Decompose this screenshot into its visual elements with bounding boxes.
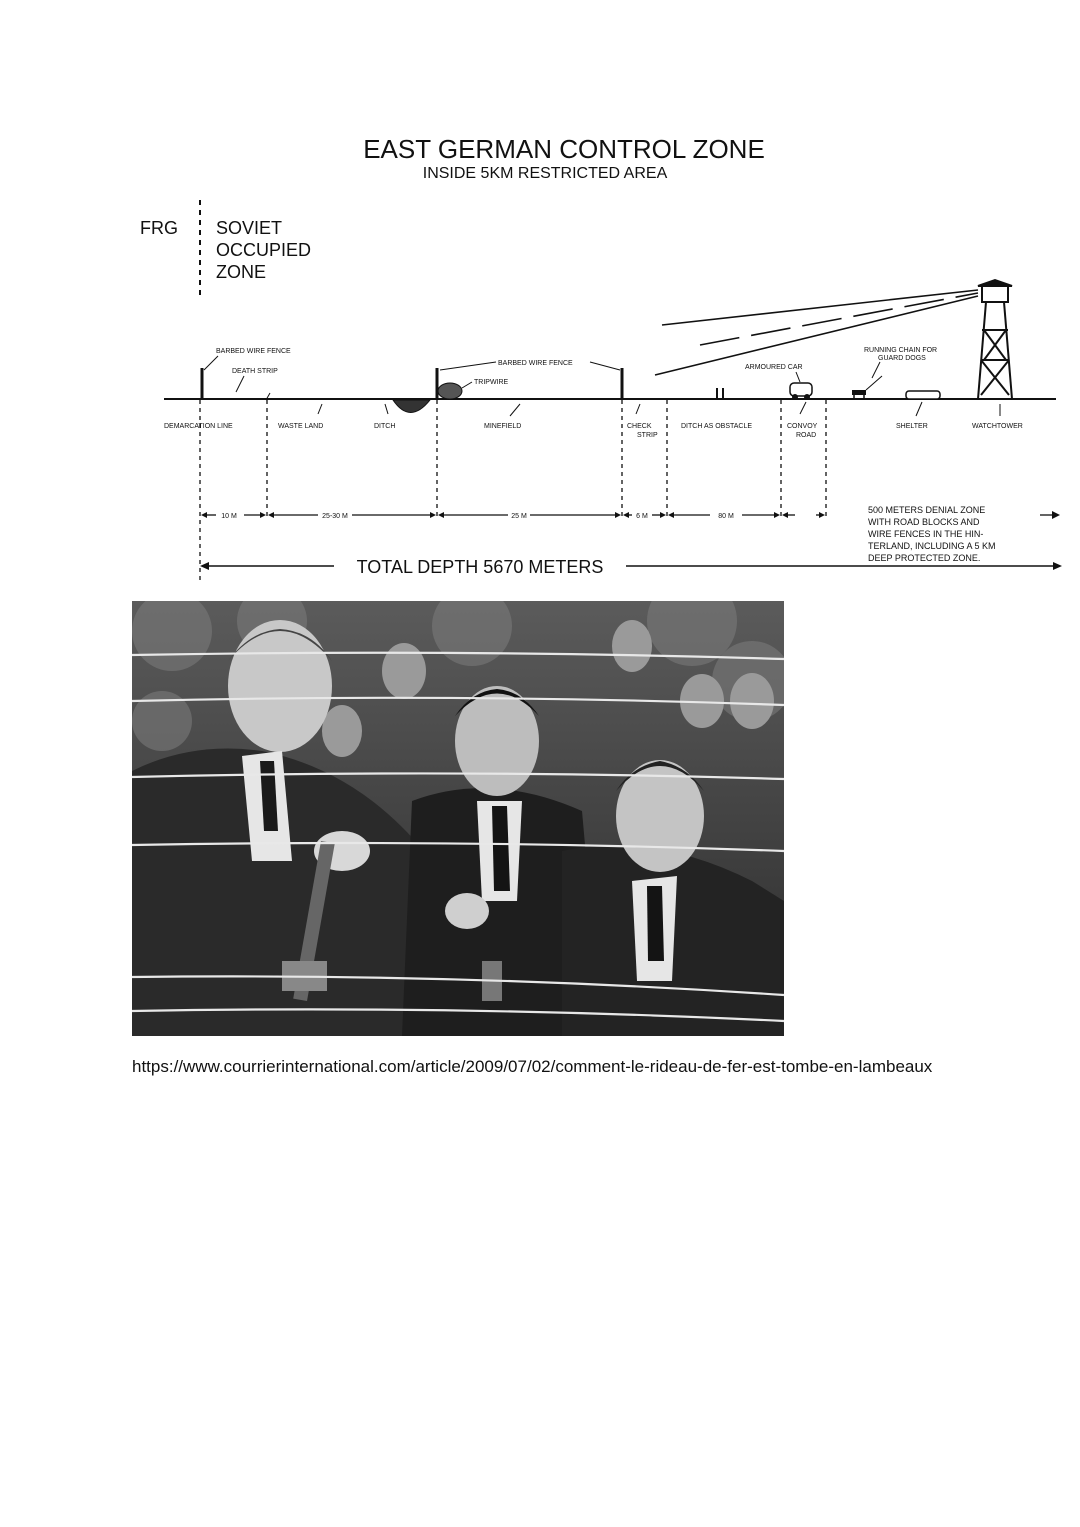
shelter-icon [906,391,940,399]
label-demarcation-line: DEMARCATION LINE [164,423,233,430]
diagram-subtitle: INSIDE 5KM RESTRICTED AREA [422,165,668,182]
label-minefield: MINEFIELD [484,423,522,430]
label-ditch-obstacle: DITCH AS OBSTACLE [681,423,753,430]
distance-2: 25-30 M [322,513,348,520]
label-running-chain-1: RUNNING CHAIN FOR [864,347,938,354]
denial-zone-2: WITH ROAD BLOCKS AND [868,517,980,527]
label-ditch: DITCH [374,423,396,430]
photo-illustration [132,601,784,1036]
denial-zone-4: TERLAND, INCLUDING A 5 KM [868,541,996,551]
label-check-strip-1: CHECK [627,423,652,430]
armoured-car-icon [790,383,812,400]
source-link[interactable]: https://www.courrierinternational.com/article/2009/07/02/comment-le-rideau-de-fer-est-tombe-en-lambeaux [132,1057,933,1076]
total-depth-arrow-right [1053,562,1062,570]
denial-zone-5: DEEP PROTECTED ZONE. [868,553,981,563]
denial-zone-3: WIRE FENCES IN THE HIN- [868,529,984,539]
label-shelter: SHELTER [896,423,928,430]
frg-label: FRG [140,218,178,238]
label-tripwire: TRIPWIRE [474,379,509,386]
label-waste-land: WASTE LAND [278,423,324,430]
searchlight-beams [655,290,978,375]
fence-cutting-photo [132,601,784,1036]
label-death-strip: DEATH STRIP [232,368,278,375]
soviet-label-3: ZONE [216,262,267,282]
label-check-strip-2: STRIP [637,432,658,439]
obstacle-ditch [717,388,723,399]
label-barbed-wire-fence-2: BARBED WIRE FENCE [498,360,573,367]
control-zone-diagram [0,0,1080,600]
guard-dog-icon [852,376,882,399]
soviet-label-1: SOVIET [216,218,283,238]
label-watchtower: WATCHTOWER [972,423,1023,430]
distance-5: 80 M [718,513,734,520]
distance-1: 10 M [221,513,237,520]
denial-zone-1: 500 METERS DENIAL ZONE [868,505,986,515]
total-depth-arrow-left [200,562,209,570]
tripwire-coil [438,383,462,399]
label-running-chain-2: GUARD DOGS [878,355,926,362]
total-depth-label: TOTAL DEPTH 5670 METERS [356,557,604,577]
label-convoy-road-2: ROAD [796,432,817,439]
distance-3: 25 M [511,513,527,520]
ditch-shape [393,400,430,413]
leader-lines [204,356,1000,416]
label-barbed-wire-fence-1: BARBED WIRE FENCE [216,348,291,355]
diagram-title: EAST GERMAN CONTROL ZONE [363,134,765,164]
watchtower-icon [978,280,1012,399]
soviet-label-2: OCCUPIED [216,240,312,260]
label-convoy-road-1: CONVOY [787,423,818,430]
distance-4: 6 M [636,513,648,520]
label-armoured-car: ARMOURED CAR [745,364,803,371]
